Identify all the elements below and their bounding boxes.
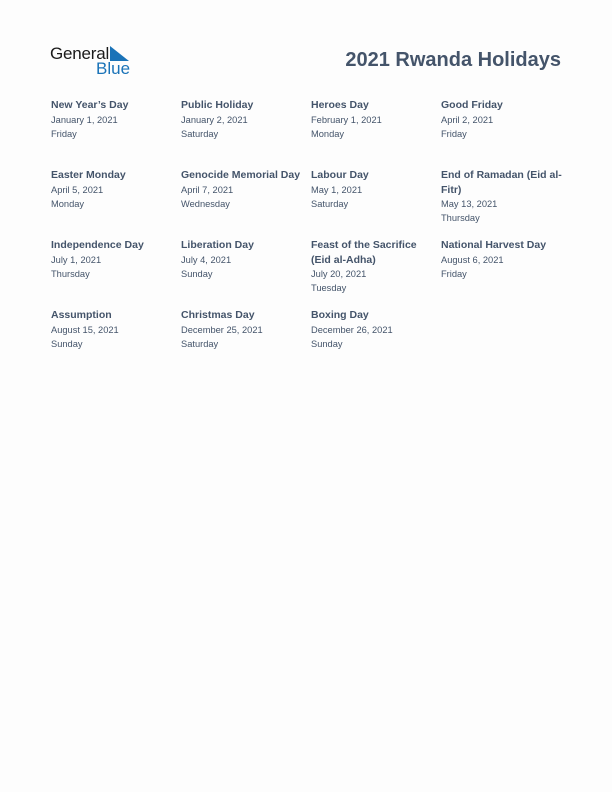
holiday-date: August 15, 2021	[51, 324, 119, 335]
logo	[50, 44, 135, 78]
logo-text-blue: Blue	[96, 59, 131, 78]
holiday-name: Heroes Day	[311, 99, 369, 111]
holiday-weekday: Saturday	[181, 338, 219, 349]
holiday-name: Feast of the Sacrifice (Eid al-Adha)	[311, 239, 417, 266]
holiday-date: August 6, 2021	[441, 254, 504, 265]
holiday-date: February 1, 2021	[311, 114, 382, 125]
holiday-weekday: Sunday	[311, 338, 343, 349]
holiday-date: December 25, 2021	[181, 324, 263, 335]
holiday-item	[181, 238, 303, 281]
holiday-weekday: Wednesday	[181, 198, 230, 209]
holiday-name: Independence Day	[51, 239, 144, 251]
holiday-item	[181, 308, 303, 351]
holiday-weekday: Sunday	[181, 268, 213, 279]
holiday-item	[311, 308, 433, 351]
holiday-name: Easter Monday	[51, 169, 126, 181]
holiday-name: New Year’s Day	[51, 99, 129, 111]
holiday-weekday: Monday	[311, 128, 345, 139]
holiday-date: December 26, 2021	[311, 324, 393, 335]
holiday-weekday: Monday	[51, 198, 85, 209]
page-title: 2021 Rwanda Holidays	[345, 49, 561, 71]
holiday-item	[181, 98, 303, 141]
holiday-date: January 1, 2021	[51, 114, 118, 125]
holiday-name: Liberation Day	[181, 239, 254, 251]
logo-text-general: General	[50, 44, 110, 63]
holiday-item	[51, 168, 173, 211]
holiday-weekday: Saturday	[181, 128, 219, 139]
holiday-item	[51, 98, 173, 141]
holiday-item	[311, 98, 433, 141]
holiday-weekday: Friday	[441, 268, 467, 279]
holiday-name: Labour Day	[311, 169, 369, 181]
holiday-weekday: Tuesday	[311, 283, 347, 293]
holiday-name: Assumption	[51, 309, 112, 321]
holiday-name: Good Friday	[441, 99, 503, 111]
holiday-weekday: Friday	[51, 128, 77, 139]
holiday-date: July 4, 2021	[181, 254, 232, 265]
holiday-date: April 2, 2021	[441, 114, 494, 125]
holiday-item	[181, 168, 306, 211]
holiday-item	[441, 168, 563, 225]
holiday-date: January 2, 2021	[181, 114, 248, 125]
holiday-date: May 1, 2021	[311, 184, 363, 195]
holiday-name: National Harvest Day	[441, 239, 547, 251]
holiday-name: Genocide Memorial Day	[181, 169, 301, 181]
holiday-item	[311, 168, 433, 211]
holiday-date: May 13, 2021	[441, 199, 498, 209]
holiday-name: Christmas Day	[181, 309, 255, 321]
holiday-date: April 7, 2021	[181, 184, 234, 195]
holiday-weekday: Thursday	[51, 268, 90, 279]
holiday-item	[441, 238, 563, 281]
holiday-name: End of Ramadan (Eid al-Fitr)	[441, 169, 562, 196]
holiday-item	[51, 308, 173, 351]
holiday-date: April 5, 2021	[51, 184, 104, 195]
holiday-date: July 1, 2021	[51, 254, 102, 265]
holiday-item	[311, 238, 433, 295]
holiday-weekday: Friday	[441, 128, 467, 139]
holiday-item	[441, 98, 563, 141]
holiday-date: July 20, 2021	[311, 269, 367, 279]
holiday-name: Public Holiday	[181, 99, 254, 111]
holiday-name: Boxing Day	[311, 309, 369, 321]
holiday-weekday: Saturday	[311, 198, 349, 209]
holiday-item	[51, 238, 173, 281]
holiday-weekday: Sunday	[51, 338, 83, 349]
holiday-weekday: Thursday	[441, 213, 480, 223]
